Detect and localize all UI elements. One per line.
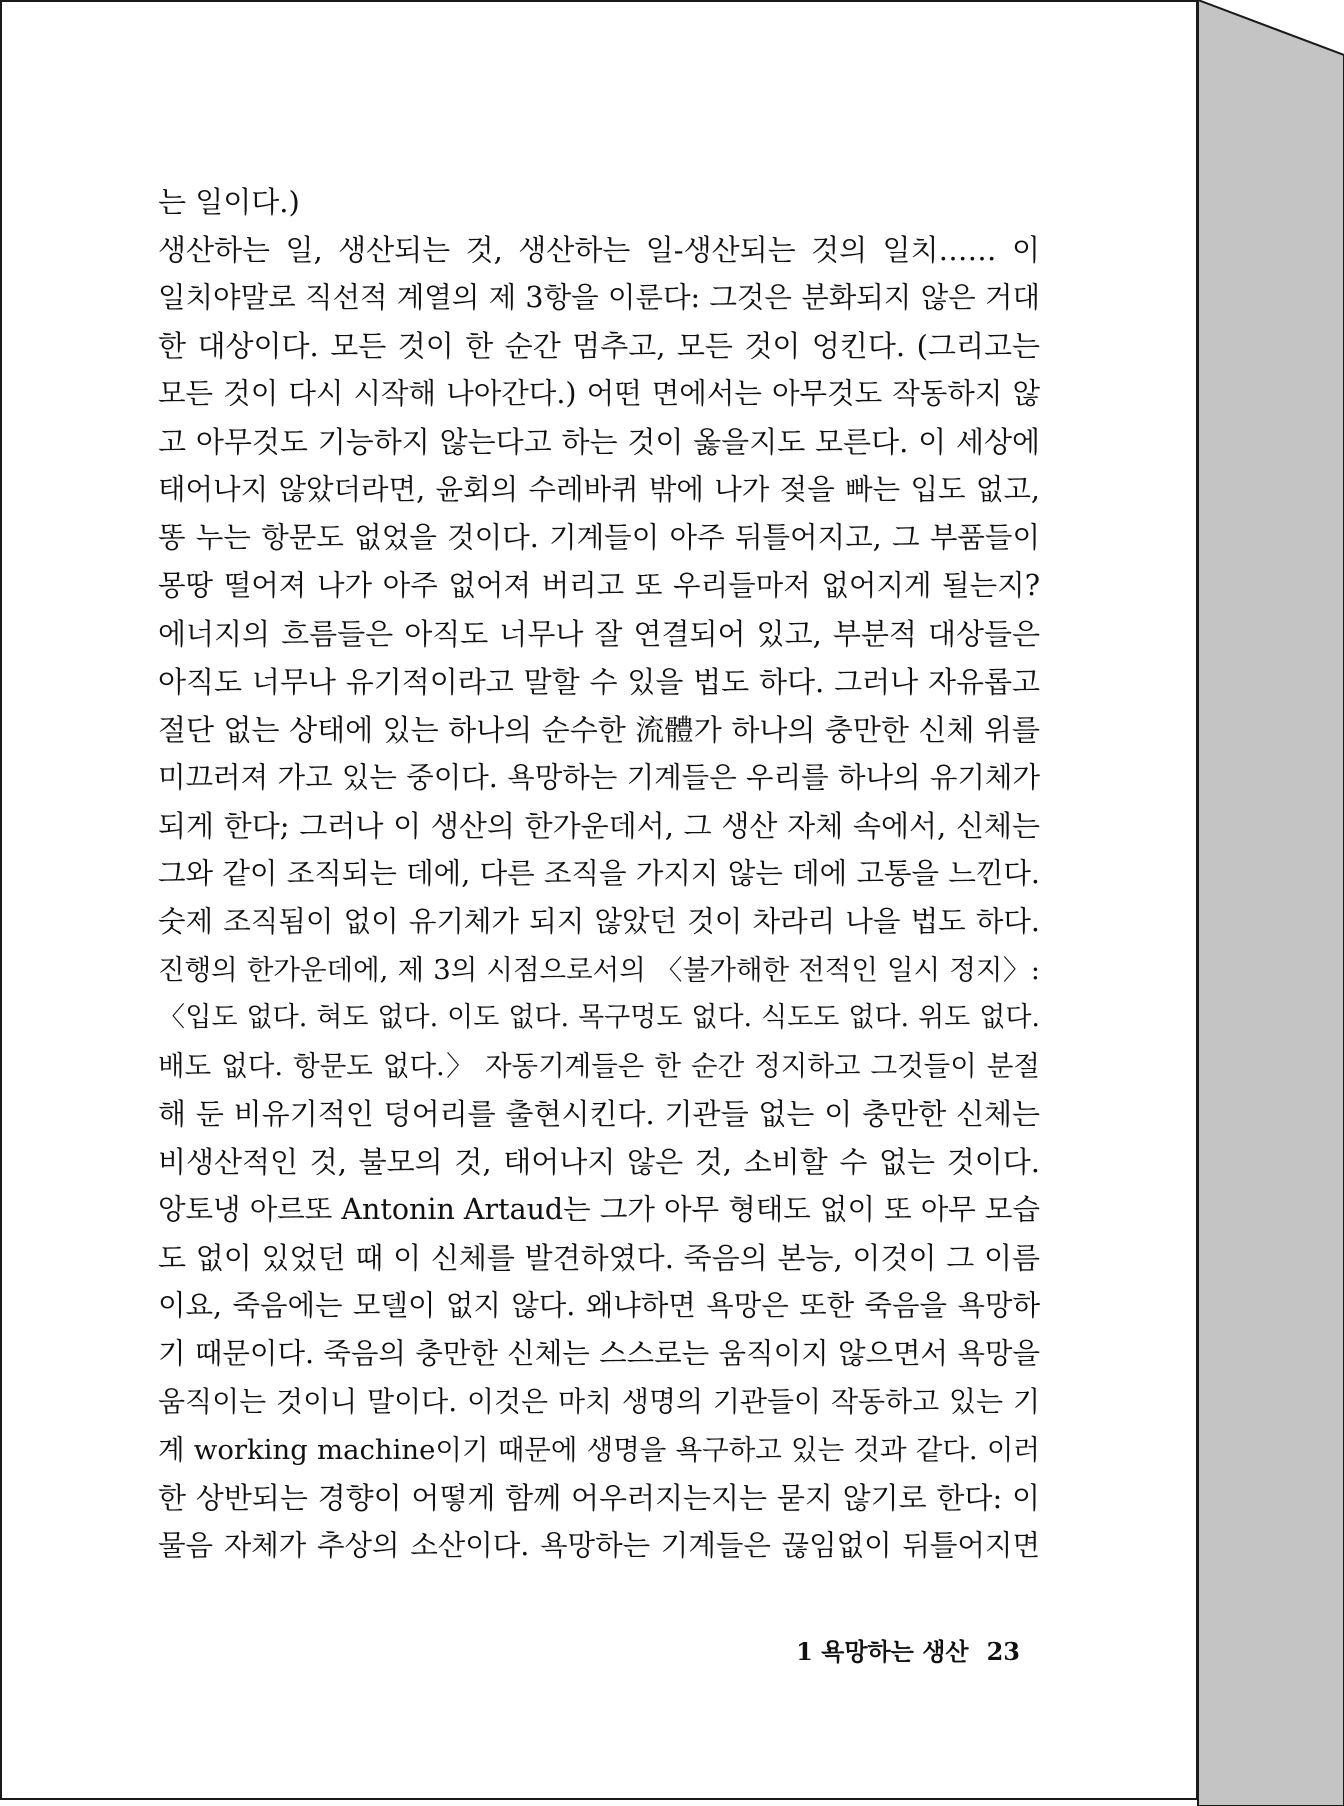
text-line: 물음 자체가 추상의 소산이다. 욕망하는 기계들은 끊임없이 뒤틀어지면 <box>158 1529 1040 1562</box>
text-line: 에너지의 흐름들은 아직도 너무나 잘 연결되어 있고, 부분적 대상들은 <box>158 617 1040 651</box>
body-text <box>158 178 1040 1570</box>
text-line: 도 없이 있었던 때 이 신체를 발견하였다. 죽음의 본능, 이것이 그 이름 <box>158 1241 1040 1275</box>
text-line: 고 아무것도 기능하지 않는다고 하는 것이 옳을지도 모른다. 이 세상에 <box>158 425 1040 459</box>
text-line: 생산하는 일, 생산되는 것, 생산하는 일-생산되는 것의 일치…… 이 <box>158 233 1040 267</box>
text-line: 그와 같이 조직되는 데에, 다른 조직을 가지지 않는 데에 고통을 느낀다. <box>158 857 1040 890</box>
text-line: 움직이는 것이니 말이다. 이것은 마치 생명의 기관들이 작동하고 있는 기 <box>158 1385 1040 1418</box>
text-line: 모든 것이 다시 시작해 나아간다.) 어떤 면에서는 아무것도 작동하지 않 <box>158 377 1040 410</box>
text-line: 한 대상이다. 모든 것이 한 순간 멈추고, 모든 것이 엉킨다. (그리고는 <box>158 329 1040 363</box>
text-line: 일치야말로 직선적 계열의 제 3항을 이룬다: 그것은 분화되지 않은 거대 <box>158 281 1040 314</box>
chapter-title: 1 욕망하는 생산 <box>796 1637 969 1666</box>
text-line: 미끄러져 가고 있는 중이다. 욕망하는 기계들은 우리를 하나의 유기체가 <box>158 761 1040 794</box>
text-line: 되게 한다; 그러나 이 생산의 한가운데서, 그 생산 자체 속에서, 신체는 <box>158 809 1040 843</box>
text-line: 몽땅 떨어져 나가 아주 없어져 버리고 또 우리들마저 없어지게 될는지? <box>158 569 1040 602</box>
text-line: 진행의 한가운데에, 제 3의 시점으로서의 〈불가해한 전적인 일시 정지〉: <box>158 954 1040 986</box>
text-line: 아직도 너무나 유기적이라고 말할 수 있을 법도 하다. 그러나 자유롭고 <box>158 665 1040 699</box>
text-line: 똥 누는 항문도 없었을 것이다. 기계들이 아주 뒤틀어지고, 그 부품들이 <box>158 521 1040 554</box>
text-line: 비생산적인 것, 불모의 것, 태어나지 않은 것, 소비할 수 없는 것이다. <box>158 1145 1040 1179</box>
text-line: 태어나지 않았더라면, 윤회의 수레바퀴 밖에 나가 젖을 빠는 입도 없고, <box>158 473 1040 506</box>
text-line: 절단 없는 상태에 있는 하나의 순수한 流體가 하나의 충만한 신체 위를 <box>158 713 1040 747</box>
running-footer <box>790 1632 1020 1672</box>
text-line: 해 둔 비유기적인 덩어리를 출현시킨다. 기관들 없는 이 충만한 신체는 <box>158 1097 1040 1131</box>
text-line: 한 상반되는 경향이 어떻게 함께 어우러지는지는 묻지 않기로 한다: 이 <box>158 1481 1040 1515</box>
text-line: 숫제 조직됨이 없이 유기체가 되지 않았던 것이 차라리 나을 법도 하다. <box>158 905 1040 938</box>
page-number: 23 <box>986 1637 1020 1666</box>
text-line: 기 때문이다. 죽음의 충만한 신체는 스스로는 움직이지 않으면서 욕망을 <box>158 1337 1040 1370</box>
text-line: 〈입도 없다. 혀도 없다. 이도 없다. 목구멍도 없다. 식도도 없다. 위도 없다. <box>158 1002 1040 1033</box>
text-line: 이요, 죽음에는 모델이 없지 않다. 왜냐하면 욕망은 또한 죽음을 욕망하 <box>158 1289 1040 1322</box>
text-line: 계 working machine이기 때문에 생명을 욕구하고 있는 것과 같다. 이러 <box>158 1434 1040 1466</box>
text-line: 배도 없다. 항문도 없다.〉 자동기계들은 한 순간 정지하고 그것들이 분절 <box>158 1050 1040 1082</box>
text-line: 는 일이다.) <box>158 185 300 219</box>
text-line: 앙토냉 아르또 Antonin Artaud는 그가 아무 형태도 없이 또 아무 모습 <box>158 1193 1040 1226</box>
